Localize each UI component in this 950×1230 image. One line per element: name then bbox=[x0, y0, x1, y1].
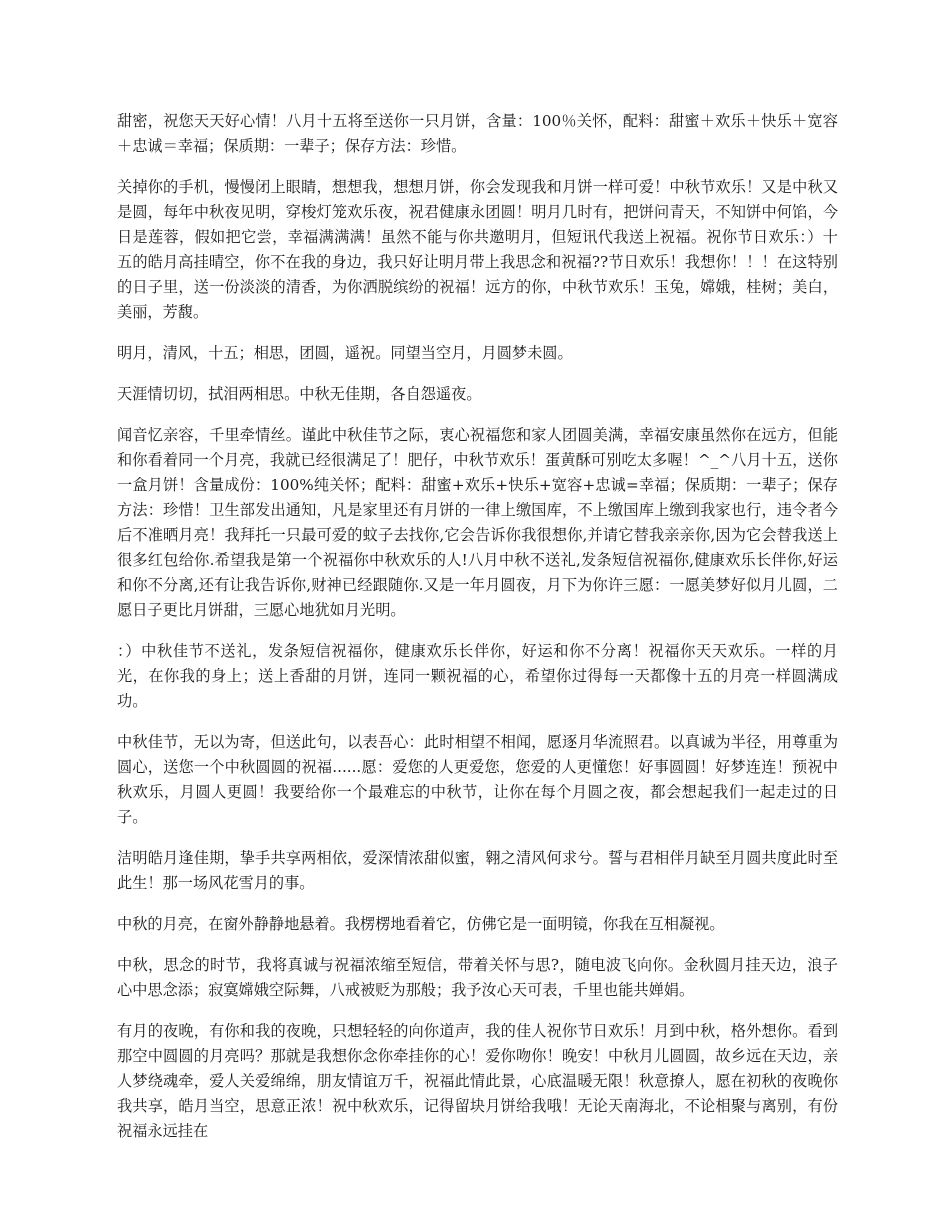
paragraph-8: 洁明皓月逢佳期，挚手共享两相依，爱深情浓甜似蜜，翱之清风何求兮。誓与君相伴月缺至月圆共度此时至此生！那一场风花雪月的事。 bbox=[117, 849, 838, 892]
paragraph-6: ：）中秋佳节不送礼，发条短信祝福你，健康欢乐长伴你，好运和你不分离！祝福你天天欢乐。一样的月光，在你我的身上；送上香甜的月饼，连同一颗祝福的心，希望你过得每一天都像十五的月亮一样圆满成功。 bbox=[117, 642, 838, 710]
paragraph-7: 中秋佳节，无以为寄，但送此句，以表吾心：此时相望不相闻，愿逐月华流照君。以真诚为半径，用尊重为圆心，送您一个中秋圆圆的祝福......愿：爱您的人更爱您，您爱的人更懂您！好事圆圆！好梦连连！预祝中秋欢乐，月圆人更圆！我要给你一个最难忘的中秋节，让你在每个月圆之夜，都会想起我们一起走过的日子。 bbox=[117, 733, 838, 826]
paragraph-10: 中秋，思念的时节，我将真诚与祝福浓缩至短信，带着关怀与思?，随电波飞向你。金秋圆月挂天边，浪子心中思念添；寂寞嫦娥空际舞，八戒被贬为那般；我予汝心天可表，千里也能共婵娟。 bbox=[117, 956, 838, 999]
paragraph-11: 有月的夜晚，有你和我的夜晚，只想轻轻的向你道声，我的佳人祝你节日欢乐！月到中秋，格外想你。看到那空中圆圆的月亮吗？那就是我想你念你牵挂你的心！爱你吻你！晚安！中秋月儿圆圆，故乡远在天边，亲人梦绕魂牵，爱人关爱绵绵，朋友情谊万千，祝福此情此景，心底温暖无限！秋意撩人，愿在初秋的夜晚你我共享，皓月当空，思意正浓！祝中秋欢乐，记得留块月饼给我哦！无论天南海北，不论相聚与离别，有份祝福永远挂在 bbox=[117, 1022, 838, 1140]
paragraph-3: 明月，清风，十五；相思，团圆，遥祝。同望当空月，月圆梦未圆。 bbox=[117, 344, 573, 362]
paragraph-5: 闻音忆亲容，千里牵情丝。谨此中秋佳节之际，衷心祝福您和家人团圆美满，幸福安康虽然你在远方，但能和你看着同一个月亮，我就已经很满足了！肥仔，中秋节欢乐！蛋黄酥可别吃太多喔！^_^八月十五，送你一盒月饼！含量成份：100%纯关怀；配料：甜蜜+欢乐+快乐+宽容+忠诚=幸福；保质期：一辈子；保存方法：珍惜！卫生部发出通知，凡是家里还有月饼的一律上缴国库，不上缴国库上缴到我家也行，违令者今后不准晒月亮！我拜托一只最可爱的蚊子去找你,它会告诉你我很想你,并请它替我亲亲你,因为它会替我送上很多红包给你.希望我是第一个祝福你中秋欢乐的人!八月中秋不送礼,发条短信祝福你,健康欢乐长伴你,好运和你不分离,还有让我告诉你,财神已经跟随你.又是一年月圆夜，月下为你许三愿：一愿美梦好似月儿圆，二愿日子更比月饼甜，三愿心地犹如月光明。 bbox=[117, 426, 838, 619]
paragraph-2: 关掉你的手机，慢慢闭上眼睛，想想我，想想月饼，你会发现我和月饼一样可爱！中秋节欢乐！又是中秋又是圆，每年中秋夜见明，穿梭灯笼欢乐夜，祝君健康永团圆！明月几时有，把饼问青天，不知饼中何馅，今日是莲蓉，假如把它尝，幸福满满满！虽然不能与你共邀明月，但短讯代我送上祝福。祝你节日欢乐：）十五的皓月高挂晴空，你不在我的身边，我只好让明月带上我思念和祝福??节日欢乐！我想你！！！在这特别的日子里，送一份淡淡的清香，为你洒脱缤纷的祝福！远方的你，中秋节欢乐！玉兔，嫦娥，桂树；美白，美丽，芳馥。 bbox=[117, 178, 838, 321]
paragraph-1: 甜密，祝您天天好心情！八月十五将至送你一只月饼，含量：100％关怀，配料：甜蜜＋欢乐＋快乐＋宽容＋忠诚＝幸福；保质期：一辈子；保存方法：珍惜。 bbox=[117, 112, 838, 155]
paragraph-9: 中秋的月亮，在窗外静静地悬着。我楞楞地看着它，仿佛它是一面明镜，你我在互相凝视。 bbox=[117, 915, 725, 933]
paragraph-4: 天涯情切切，拭泪两相思。中秋无佳期，各自怨遥夜。 bbox=[117, 385, 482, 403]
